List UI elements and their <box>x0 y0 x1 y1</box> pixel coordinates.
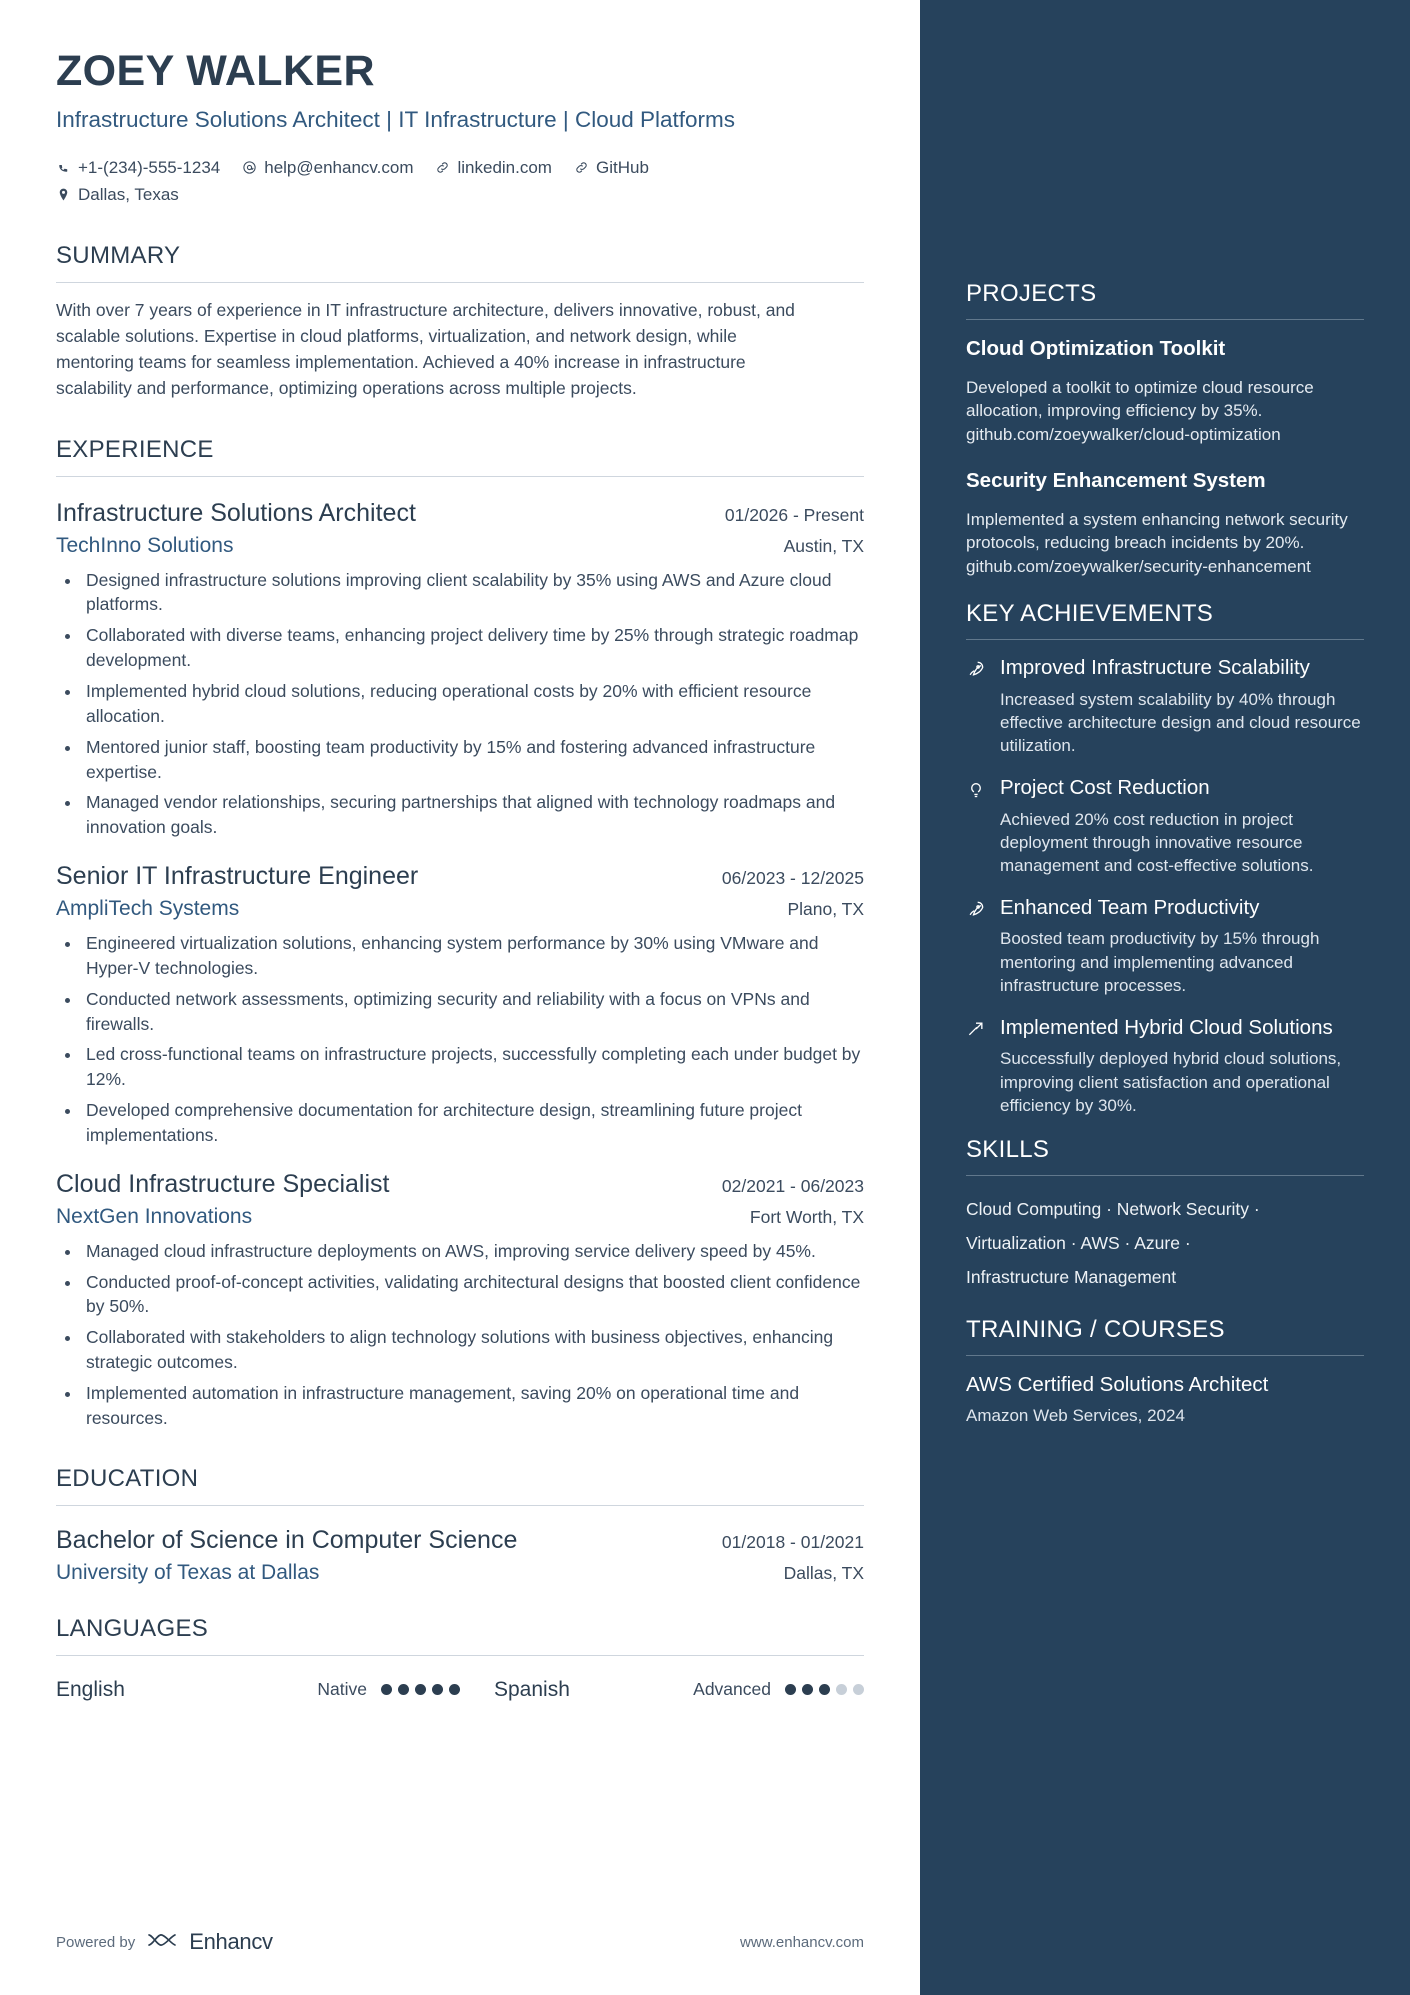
language-level: Native <box>317 1679 367 1700</box>
job-bullets <box>56 1239 864 1431</box>
divider <box>966 1355 1364 1356</box>
dot-empty <box>836 1684 847 1695</box>
job-date: 01/2026 - Present <box>724 504 864 525</box>
achievement-item <box>966 656 1364 758</box>
list-item: • Collaborated with diverse teams, enhancing project delivery time by 25% through strategic roadmap development. <box>82 623 864 673</box>
contact-github-text: GitHub <box>595 157 649 177</box>
achievement-description: Boosted team productivity by 15% through mentoring and implementing advanced infrastructure processes. <box>1000 929 1320 996</box>
course-title: AWS Certified Solutions Architect <box>966 1373 1269 1397</box>
achievement-title: Enhanced Team Productivity <box>1000 895 1260 919</box>
achievement-description: Increased system scalability by 40% through effective architecture design and cloud resource utilization. <box>1000 689 1361 756</box>
list-item: • Mentored junior staff, boosting team productivity by 15% and fostering advanced infrastructure expertise. <box>82 735 864 785</box>
chart-up-icon <box>966 1016 988 1118</box>
list-item: • Implemented automation in infrastructure management, saving 20% on operational time and resources. <box>82 1381 864 1431</box>
education-item <box>56 1526 864 1585</box>
language-name: English <box>56 1677 125 1701</box>
section-title-languages: LANGUAGES <box>56 1614 209 1642</box>
contact-github[interactable] <box>574 154 649 181</box>
languages-row <box>56 1678 864 1702</box>
job-location: Fort Worth, TX <box>749 1206 864 1227</box>
contact-linkedin-text: linkedin.com <box>457 157 552 177</box>
dot-filled <box>432 1684 443 1695</box>
dot-filled <box>819 1684 830 1695</box>
divider <box>56 1655 864 1656</box>
dot-filled <box>398 1684 409 1695</box>
experience-item <box>56 862 864 1148</box>
achievement-title: Improved Infrastructure Scalability <box>1000 655 1310 679</box>
link-icon <box>435 160 450 175</box>
sidebar-column <box>920 0 1410 1995</box>
dot-filled <box>415 1684 426 1695</box>
list-item: • Collaborated with stakeholders to align technology solutions with business objectives, enhancing strategic outcomes. <box>82 1325 864 1375</box>
link-icon <box>574 160 589 175</box>
section-title-achievements: KEY ACHIEVEMENTS <box>966 599 1214 627</box>
footer <box>56 1929 864 1955</box>
section-title-skills: SKILLS <box>966 1135 1050 1163</box>
job-company: NextGen Innovations <box>56 1204 253 1228</box>
contact-email[interactable] <box>242 154 413 181</box>
achievement-item <box>966 896 1364 998</box>
dot-filled <box>381 1684 392 1695</box>
dot-filled <box>785 1684 796 1695</box>
section-title-training: TRAINING / COURSES <box>966 1316 1225 1344</box>
professional-headline: Infrastructure Solutions Architect | IT Infrastructure | Cloud Platforms <box>56 107 736 133</box>
project-description: Implemented a system enhancing network security protocols, reducing breach incidents by 20%. github.com/zoeywalker/security-enhancement <box>966 509 1348 576</box>
divider <box>56 476 864 477</box>
job-date: 06/2023 - 12/2025 <box>721 868 864 889</box>
dot-empty <box>853 1684 864 1695</box>
list-item: • Led cross-functional teams on infrastructure projects, successfully completing each under budget by 12%. <box>82 1042 864 1092</box>
section-title-experience: EXPERIENCE <box>56 435 214 463</box>
degree-date: 01/2018 - 01/2021 <box>721 1531 864 1552</box>
project-title: Security Enhancement System <box>966 468 1266 492</box>
list-item: • Implemented hybrid cloud solutions, reducing operational costs by 20% with efficient resource allocation. <box>82 679 864 729</box>
experience-item <box>56 1170 864 1431</box>
job-bullets <box>56 931 864 1148</box>
email-icon <box>242 160 257 175</box>
section-title-education: EDUCATION <box>56 1464 199 1492</box>
contact-location-text: Dallas, Texas <box>78 184 179 204</box>
list-item: • Managed cloud infrastructure deployments on AWS, improving service delivery speed by 45%. <box>82 1239 864 1264</box>
location-icon <box>56 187 71 202</box>
contact-phone-text: +1-(234)-555-1234 <box>78 157 221 177</box>
project-title: Cloud Optimization Toolkit <box>966 337 1226 360</box>
achievement-item <box>966 1016 1364 1118</box>
contact-phone <box>56 154 220 181</box>
achievement-item <box>966 776 1364 878</box>
job-bullets <box>56 568 864 840</box>
contact-row <box>56 154 856 208</box>
divider <box>966 639 1364 640</box>
job-title: Infrastructure Solutions Architect <box>56 498 416 527</box>
language-name: Spanish <box>494 1677 570 1701</box>
list-item: • Developed comprehensive documentation for architecture design, streamlining future project implementations. <box>82 1098 864 1148</box>
powered-by-label: Powered by <box>56 1933 136 1951</box>
powered-by <box>56 1929 273 1955</box>
job-title: Senior IT Infrastructure Engineer <box>56 862 419 891</box>
section-title-summary: SUMMARY <box>56 242 181 270</box>
course-item <box>966 1372 1364 1426</box>
course-provider: Amazon Web Services, 2024 <box>966 1405 1185 1425</box>
footer-website[interactable]: www.enhancv.com <box>740 1933 864 1951</box>
list-item: • Conducted proof-of-concept activities, validating architectural designs that boosted client confidence by 50%. <box>82 1270 864 1320</box>
lightbulb-icon <box>966 776 988 878</box>
skills-line: Cloud Computing · Network Security · <box>966 1198 1260 1219</box>
language-level: Advanced <box>693 1679 771 1700</box>
degree-title: Bachelor of Science in Computer Science <box>56 1525 518 1554</box>
job-location: Plano, TX <box>787 899 864 920</box>
language-item <box>460 1678 864 1702</box>
language-proficiency-dots <box>381 1684 460 1695</box>
job-title: Cloud Infrastructure Specialist <box>56 1169 390 1198</box>
divider <box>966 319 1364 320</box>
experience-item <box>56 499 864 840</box>
enhancv-logo-icon <box>145 1929 179 1955</box>
divider <box>56 1505 864 1506</box>
job-date: 02/2021 - 06/2023 <box>721 1175 864 1196</box>
project-description: Developed a toolkit to optimize cloud resource allocation, improving efficiency by 35%. github.com/zoeywalker/cloud-optimization <box>966 377 1314 444</box>
achievement-title: Project Cost Reduction <box>1000 775 1210 799</box>
skills-line: Virtualization · AWS · Azure · <box>966 1232 1191 1253</box>
brand-name: Enhancv <box>189 1929 273 1954</box>
divider <box>56 282 864 283</box>
dot-filled <box>802 1684 813 1695</box>
phone-icon <box>56 160 71 175</box>
school-location: Dallas, TX <box>783 1562 864 1583</box>
language-proficiency-dots <box>785 1684 864 1695</box>
list-item: • Engineered virtualization solutions, enhancing system performance by 30% using VMware and Hyper-V technologies. <box>82 931 864 981</box>
job-location: Austin, TX <box>783 535 864 556</box>
contact-location <box>56 181 856 208</box>
project-item <box>966 336 1364 446</box>
skills-line: Infrastructure Management <box>966 1267 1177 1288</box>
job-company: AmpliTech Systems <box>56 897 240 921</box>
contact-linkedin[interactable] <box>435 154 552 181</box>
dot-filled <box>449 1684 460 1695</box>
section-title-projects: PROJECTS <box>966 280 1097 307</box>
job-company: TechInno Solutions <box>56 533 234 557</box>
school-name: University of Texas at Dallas <box>56 1560 320 1584</box>
rocket-icon <box>966 896 988 998</box>
achievement-description: Achieved 20% cost reduction in project deployment through innovative resource management and cost-effective solutions. <box>1000 809 1314 876</box>
rocket-icon <box>966 656 988 758</box>
contact-email-text: help@enhancv.com <box>264 157 414 177</box>
list-item: • Conducted network assessments, optimizing security and reliability with a focus on VPNs and firewalls. <box>82 987 864 1037</box>
list-item: • Designed infrastructure solutions improving client scalability by 35% using AWS and Azure cloud platforms. <box>82 568 864 618</box>
summary-text: With over 7 years of experience in IT infrastructure architecture, delivers innovative, robust, and scalable solutions. Expertise in cloud platforms, virtualization, and network design, while mentoring teams for seamless implementation. Achieved a 40% increase in infrastructure scalability and performance, optimizing operations across multiple projects. <box>56 300 795 398</box>
list-item: • Managed vendor relationships, securing partnerships that aligned with technology roadmaps and innovation goals. <box>82 790 864 840</box>
divider <box>966 1175 1364 1176</box>
language-item <box>56 1678 460 1702</box>
page-title: ZOEY WALKER <box>56 47 375 95</box>
achievement-description: Successfully deployed hybrid cloud solutions, improving client satisfaction and operational efficiency by 30%. <box>1000 1049 1342 1116</box>
achievement-title: Implemented Hybrid Cloud Solutions <box>1000 1015 1333 1039</box>
project-item <box>966 468 1364 578</box>
